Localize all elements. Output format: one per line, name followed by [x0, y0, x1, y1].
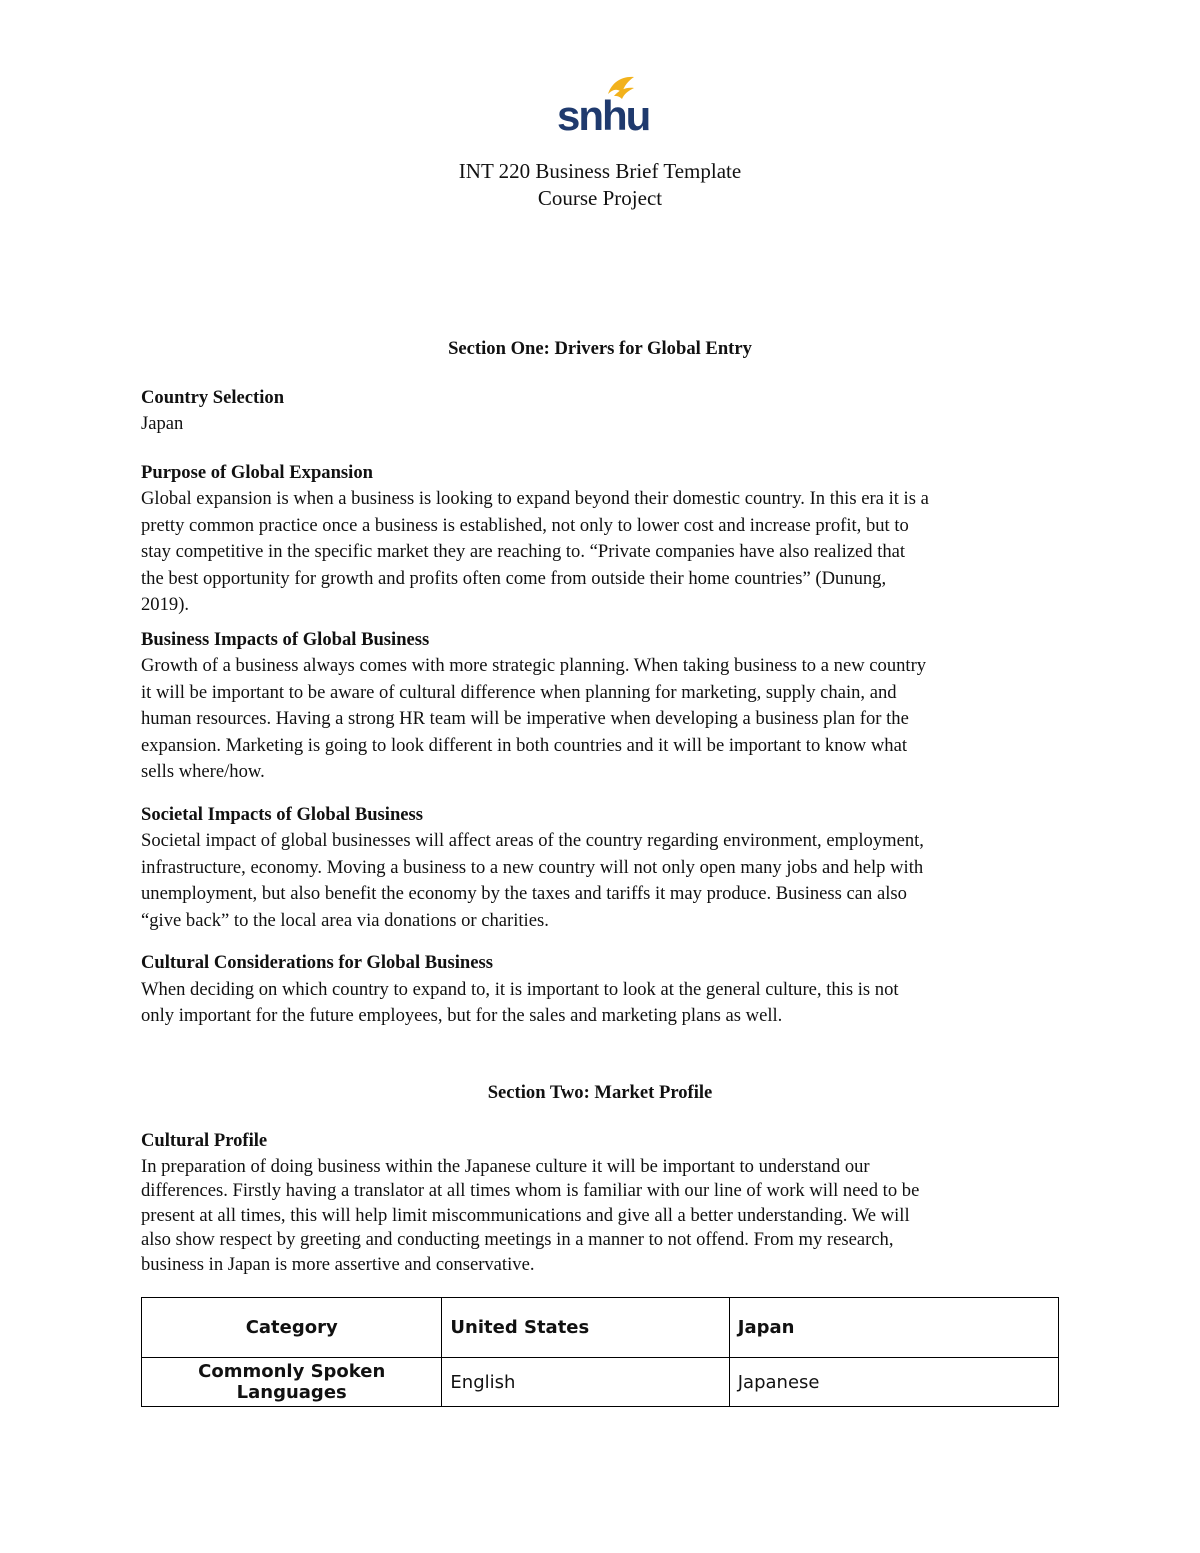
paragraph-line: it will be important to be aware of cultural difference when planning for marketing, supply chain, and — [141, 681, 897, 703]
purpose-heading: Purpose of Global Expansion — [141, 461, 373, 483]
paragraph-line: stay competitive in the specific market they are reaching to. “Private companies have also realized that — [141, 541, 906, 562]
paragraph-line: In preparation of doing business within the Japanese culture it will be important to understand our — [141, 1155, 870, 1177]
paragraph-line: Societal impact of global businesses will affect areas of the country regarding environment, employment, — [141, 830, 924, 851]
section-two-heading: Section Two: Market Profile — [487, 1081, 713, 1103]
table-header-cell: Category — [142, 1298, 442, 1358]
cultural-profile-paragraph — [141, 1155, 1059, 1278]
paragraph-line: “give back” to the local area via donations or charities. — [141, 909, 549, 931]
paragraph-line: only important for the future employees, but for the sales and marketing plans as well. — [141, 1005, 783, 1026]
document-body — [141, 336, 1059, 1277]
paragraph-line: also show respect by greeting and conducting meetings in a manner to not offend. From my research, — [141, 1229, 894, 1250]
paragraph-line: the best opportunity for growth and profits often come from outside their home countries” (Dunung, — [141, 567, 887, 589]
paragraph-line: differences. Firstly having a translator at all times whom is familiar with our line of work will need to be — [141, 1180, 920, 1201]
paragraph-line: Global expansion is when a business is looking to expand beyond their domestic country. In this era it is a — [141, 488, 929, 509]
snhu-logo — [556, 74, 650, 139]
table-row — [142, 1358, 1059, 1407]
paragraph-line: unemployment, but also benefit the economy by the taxes and tariffs it may produce. Business can also — [141, 883, 907, 904]
paragraph-line: Growth of a business always comes with more strategic planning. When taking business to a new country — [141, 655, 927, 676]
table-cell-category: Commonly Spoken Languages — [142, 1358, 442, 1407]
societal-impacts-paragraph — [141, 828, 1059, 934]
purpose-paragraph — [141, 486, 1059, 619]
table-header-row — [142, 1298, 1059, 1358]
table-cell-united-states: English — [442, 1358, 729, 1407]
paragraph-line: present at all times, this will help limit miscommunications and give all a better understanding. We will — [141, 1204, 910, 1226]
section-one-heading: Section One: Drivers for Global Entry — [448, 338, 752, 359]
country-selection-heading: Country Selection — [141, 386, 285, 408]
paragraph-line: infrastructure, economy. Moving a business to a new country will not only open many jobs and help with — [141, 856, 924, 878]
paragraph-line: expansion. Marketing is going to look different in both countries and it will be important to know what — [141, 734, 908, 756]
business-impacts-paragraph — [141, 653, 1059, 786]
document-title: INT 220 Business Brief Template — [458, 159, 742, 183]
snhu-logo-graphic — [556, 74, 650, 139]
svg-text:snhu: snhu — [557, 92, 650, 139]
paragraph-line: 2019). — [141, 594, 190, 615]
societal-impacts-heading: Societal Impacts of Global Business — [141, 803, 424, 825]
country-selection-body: Japan — [141, 413, 184, 434]
paragraph-line: pretty common practice once a business is established, not only to lower cost and increase profit, but to — [141, 514, 909, 536]
paragraph-line: sells where/how. — [141, 761, 265, 782]
table-header-cell: Japan — [729, 1298, 1058, 1358]
cultural-considerations-heading: Cultural Considerations for Global Business — [141, 952, 493, 973]
cultural-profile-heading: Cultural Profile — [141, 1130, 268, 1151]
paragraph-line: business in Japan is more assertive and conservative. — [141, 1253, 535, 1275]
business-impacts-heading: Business Impacts of Global Business — [141, 628, 430, 650]
paragraph-line: human resources. Having a strong HR team will be imperative when developing a business plan for the — [141, 708, 909, 729]
table-header-cell: United States — [442, 1298, 729, 1358]
paragraph-line: When deciding on which country to expand to, it is important to look at the general culture, this is not — [141, 978, 899, 1000]
document-subtitle: Course Project — [537, 186, 663, 210]
document-title-block — [0, 158, 1200, 212]
table-cell-japan: Japanese — [729, 1358, 1058, 1407]
country-comparison-table — [141, 1297, 1059, 1407]
cultural-considerations-paragraph — [141, 977, 1059, 1030]
